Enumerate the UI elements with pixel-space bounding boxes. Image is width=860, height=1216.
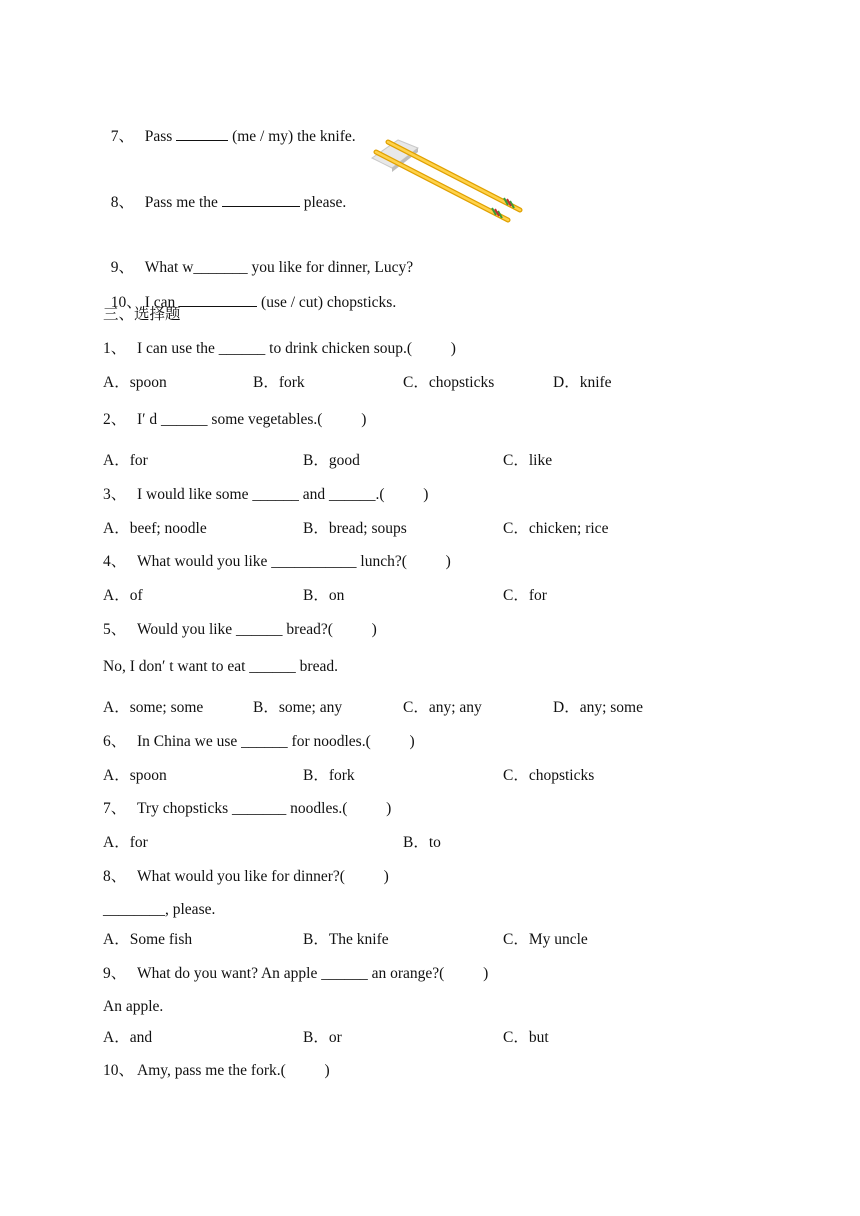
question-text: I would like some ______ and ______.( ) [137, 486, 429, 503]
option-b[interactable]: B．fork [253, 374, 305, 391]
question-number: 2、 [103, 411, 127, 428]
question-number: 8、 [103, 868, 127, 885]
choice-question-1 [103, 339, 456, 359]
question-number: 3、 [103, 486, 127, 503]
choice-question-8 [103, 867, 389, 887]
question-number: 5、 [103, 621, 127, 638]
choice-question-10 [103, 1061, 330, 1081]
question-text: please. [299, 194, 347, 211]
answer-blank[interactable] [179, 292, 257, 307]
option-d[interactable]: D．any; some [553, 699, 643, 716]
option-b[interactable]: B．fork [303, 767, 355, 784]
question-text: I can [144, 294, 180, 311]
question-text: Try chopsticks _______ noodles.( ) [137, 800, 392, 817]
question-dialogue: ________, please. [103, 901, 216, 918]
option-a[interactable]: A．Some fish [103, 931, 193, 948]
choice-question-4 [103, 552, 451, 572]
question-text: What w_______ [144, 259, 252, 276]
option-c[interactable]: C．like [503, 452, 553, 469]
option-a[interactable]: A．of [103, 587, 143, 604]
option-a[interactable]: A．for [103, 834, 148, 851]
option-c[interactable]: C．but [503, 1029, 549, 1046]
choice-question-2 [103, 410, 366, 430]
question-number: 6、 [103, 733, 127, 750]
section-title: 三、选择题 [103, 306, 181, 323]
answer-blank[interactable] [176, 126, 228, 141]
answer-blank[interactable] [222, 192, 300, 207]
option-b[interactable]: B．to [403, 834, 441, 851]
choice-question-7 [103, 799, 391, 819]
option-a[interactable]: A．beef; noodle [103, 520, 207, 537]
question-text: you like for dinner, Lucy? [251, 259, 414, 276]
option-c[interactable]: C．My uncle [503, 931, 588, 948]
question-number: 4、 [103, 553, 127, 570]
question-text: Amy, pass me the fork.( ) [137, 1062, 330, 1079]
option-b[interactable]: B．on [303, 587, 345, 604]
question-text: (me / my) the knife. [228, 128, 356, 145]
question-text: I can use the ______ to drink chicken soup.( ) [137, 340, 456, 357]
question-text: I′ d ______ some vegetables.( ) [137, 411, 367, 428]
question-number: 8、 [110, 194, 135, 211]
option-c[interactable]: C．chopsticks [503, 767, 595, 784]
question-number: 10、 [103, 1062, 135, 1079]
option-c[interactable]: C．for [503, 587, 547, 604]
choice-question-6 [103, 732, 415, 752]
option-a[interactable]: A．and [103, 1029, 153, 1046]
option-c[interactable]: C．chopsticks [403, 374, 495, 391]
question-text: Pass [144, 128, 177, 145]
fill-question-8 [103, 172, 346, 213]
option-a[interactable]: A．spoon [103, 374, 167, 391]
fill-question-7 [103, 106, 356, 147]
choice-question-9 [103, 964, 488, 984]
question-number: 1、 [103, 340, 127, 357]
question-text: In China we use ______ for noodles.( ) [137, 733, 415, 750]
question-number: 7、 [103, 800, 127, 817]
option-a[interactable]: A．for [103, 452, 148, 469]
option-b[interactable]: B．or [303, 1029, 342, 1046]
option-b[interactable]: B．good [303, 452, 360, 469]
question-text: Would you like ______ bread?( ) [137, 621, 377, 638]
option-c[interactable]: C．any; any [403, 699, 482, 716]
question-text: What do you want? An apple ______ an orange?( ) [137, 965, 489, 982]
question-number: 7、 [110, 128, 135, 145]
option-a[interactable]: A．spoon [103, 767, 167, 784]
question-text: (use / cut) chopsticks. [257, 294, 397, 311]
question-dialogue: An apple. [103, 998, 164, 1015]
question-text: What would you like ___________ lunch?( ) [137, 553, 451, 570]
question-dialogue: No, I don′ t want to eat ______ bread. [103, 658, 338, 675]
choice-question-5 [103, 620, 377, 640]
option-a[interactable]: A．some; some [103, 699, 204, 716]
question-text: What would you like for dinner?( ) [137, 868, 389, 885]
question-number: 9、 [110, 259, 135, 276]
option-d[interactable]: D．knife [553, 374, 612, 391]
option-b[interactable]: B．some; any [253, 699, 343, 716]
question-number: 9、 [103, 965, 127, 982]
option-b[interactable]: B．bread; soups [303, 520, 407, 537]
question-text: Pass me the [144, 194, 222, 211]
option-b[interactable]: B．The knife [303, 931, 389, 948]
question-number: 10、 [110, 294, 142, 311]
choice-question-3 [103, 485, 428, 505]
chopsticks-image [368, 136, 528, 228]
option-c[interactable]: C．chicken; rice [503, 520, 609, 537]
